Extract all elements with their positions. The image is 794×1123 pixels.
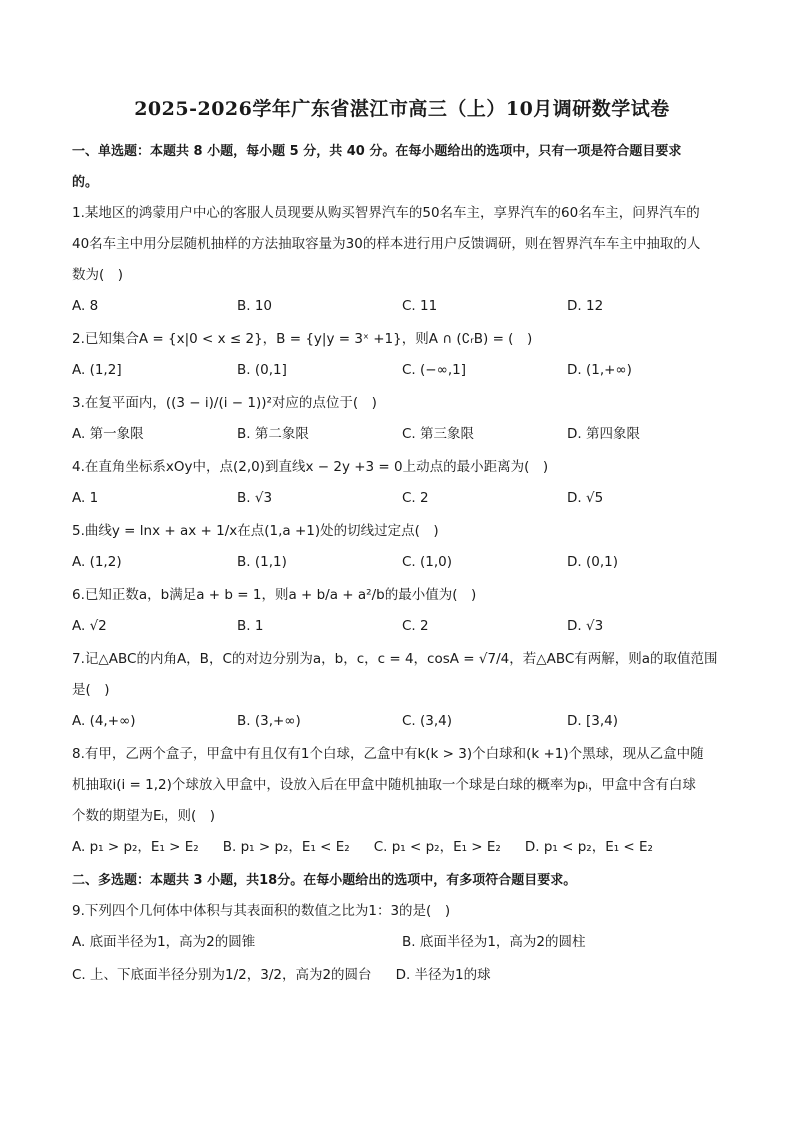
question-4-option-d: D. √5 — [567, 490, 604, 506]
section-1-header-line2: 的。 — [72, 175, 99, 190]
question-4-option-b: B. √3 — [237, 490, 273, 506]
question-9-options-row2 — [72, 960, 732, 991]
question-4-stem: 4.在直角坐标系xOy中，点(2,0)到直线x − 2y +3 = 0上动点的最小距离为( ) — [72, 459, 549, 475]
question-4-options — [72, 483, 732, 514]
question-2-option-c: C. (−∞,1] — [402, 362, 466, 378]
question-2-stem: 2.已知集合A = {x|0 < x ≤ 2}，B = {y|y = 3ˣ +1}，则A ∩ (∁ᵣB) = ( ) — [72, 331, 533, 347]
question-6-option-c: C. 2 — [402, 618, 429, 634]
question-7-option-d: D. [3,4) — [567, 713, 618, 729]
question-8-option-b: B. p₁ > p₂，E₁ < E₂ — [222, 839, 350, 855]
question-1-option-b: B. 10 — [237, 298, 273, 314]
question-6-option-d: D. √3 — [567, 618, 604, 634]
question-1-option-a: A. 8 — [72, 298, 99, 314]
question-6-option-b: B. 1 — [237, 618, 264, 634]
question-2-option-d: D. (1,+∞) — [567, 362, 632, 378]
question-6-stem: 6.已知正数a，b满足a + b = 1，则a + b/a + a²/b的最小值为( ) — [72, 587, 477, 603]
question-5-option-b: B. (1,1) — [237, 554, 287, 570]
question-8-options — [72, 832, 732, 863]
question-1-line1: 1.某地区的鸿蒙用户中心的客服人员现要从购买智界汽车的50名车主，享界汽车的60名车主，问界汽车的 — [72, 205, 700, 221]
question-7-option-c: C. (3,4) — [402, 713, 453, 729]
section-2-header: 二、多选题：本题共 3 小题，共18分。在每小题给出的选项中，有多项符合题目要求。 — [72, 873, 577, 888]
question-3-options — [72, 419, 732, 450]
question-9-option-c: C. 上、下底面半径分别为1/2，3/2，高为2的圆台 — [72, 967, 372, 983]
page-title: 2025-2026学年广东省湛江市高三（上）10月调研数学试卷 — [134, 98, 670, 120]
question-9-option-b: B. 底面半径为1，高为2的圆柱 — [402, 934, 586, 950]
question-9-options-row1 — [72, 927, 732, 958]
question-8-line3: 个数的期望为Eᵢ，则( ) — [72, 808, 215, 824]
question-2-option-a: A. (1,2] — [72, 362, 122, 378]
question-3-option-b: B. 第二象限 — [237, 426, 309, 442]
question-1-option-d: D. 12 — [567, 298, 604, 314]
question-4-option-a: A. 1 — [72, 490, 99, 506]
question-7-options — [72, 706, 732, 737]
question-7-option-b: B. (3,+∞) — [237, 713, 301, 729]
question-8-line2: 机抽取i(i = 1,2)个球放入甲盒中，设放入后在甲盒中随机抽取一个球是白球的概率为pᵢ，甲盒中含有白球 — [72, 777, 696, 793]
question-3-option-a: A. 第一象限 — [72, 426, 144, 442]
question-9-stem: 9.下列四个几何体中体积与其表面积的数值之比为1：3的是( ) — [72, 903, 451, 919]
question-1-option-c: C. 11 — [402, 298, 438, 314]
question-8-line1: 8.有甲，乙两个盒子，甲盒中有且仅有1个白球，乙盒中有k(k > 3)个白球和(k +1)个黑球，现从乙盒中随 — [72, 746, 704, 762]
question-4-option-c: C. 2 — [402, 490, 429, 506]
question-8-option-c: C. p₁ < p₂，E₁ > E₂ — [373, 839, 501, 855]
question-8-option-a: A. p₁ > p₂，E₁ > E₂ — [72, 839, 199, 855]
question-5-options — [72, 547, 732, 578]
question-8-option-d: D. p₁ < p₂，E₁ < E₂ — [524, 839, 653, 855]
question-1-line3: 数为( ) — [72, 267, 124, 283]
question-2-option-b: B. (0,1] — [237, 362, 287, 378]
question-7-option-a: A. (4,+∞) — [72, 713, 136, 729]
question-1-line2: 40名车主中用分层随机抽样的方法抽取容量为30的样本进行用户反馈调研，则在智界汽车车主中抽取的人 — [72, 236, 701, 252]
question-5-stem: 5.曲线y = lnx + ax + 1/x在点(1,a +1)处的切线过定点( ) — [72, 523, 439, 539]
question-2-options — [72, 355, 732, 386]
question-5-option-c: C. (1,0) — [402, 554, 453, 570]
question-3-option-c: C. 第三象限 — [402, 426, 475, 442]
question-6-option-a: A. √2 — [72, 618, 107, 634]
question-9-option-a: A. 底面半径为1，高为2的圆锥 — [72, 934, 256, 950]
question-1-options — [72, 291, 732, 322]
question-6-options — [72, 611, 732, 642]
question-7-line2: 是( ) — [72, 682, 110, 698]
question-3-option-d: D. 第四象限 — [567, 426, 640, 442]
question-7-line1: 7.记△ABC的内角A，B，C的对边分别为a，b，c，c = 4，cosA = √7/4，若△ABC有两解，则a的取值范围 — [72, 651, 718, 667]
exam-page — [72, 96, 732, 993]
question-3-stem: 3.在复平面内，((3 − i)/(i − 1))²对应的点位于( ) — [72, 395, 377, 411]
section-1-header-line1: 一、单选题：本题共 8 小题，每小题 5 分，共 40 分。在每小题给出的选项中，只有一项是符合题目要求 — [72, 144, 682, 159]
question-9-option-d: D. 半径为1的球 — [395, 967, 491, 983]
question-5-option-a: A. (1,2) — [72, 554, 122, 570]
question-5-option-d: D. (0,1) — [567, 554, 618, 570]
